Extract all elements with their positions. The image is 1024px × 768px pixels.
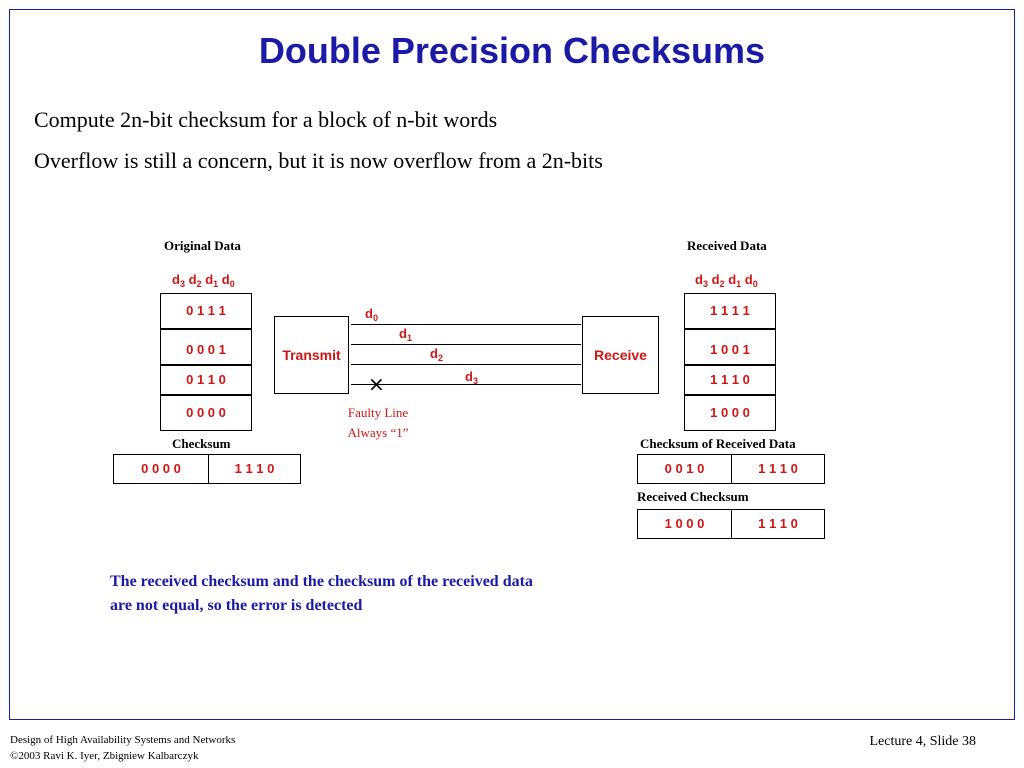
original-word-3: 0 1 1 0 (160, 365, 252, 395)
receive-box: Receive (582, 316, 659, 394)
line-label-d2: $d_2$ (430, 346, 443, 363)
received-bit-labels: $d_3$ $d_2$ $d_1$ $d_0$ (695, 272, 758, 289)
line-d2 (351, 364, 581, 365)
faulty-note-line-1: Faulty Line (347, 405, 409, 420)
footer-course-info (10, 732, 235, 764)
footer-course: Design of High Availability Systems and Networks (10, 734, 236, 746)
footer-copyright: ©2003 Ravi K. Iyer, Zbigniew Kalbarczyk (10, 750, 199, 762)
fault-x-icon: × (368, 372, 385, 396)
transmit-box: Transmit (274, 316, 349, 394)
original-word-1: 0 1 1 1 (160, 293, 252, 329)
received-checksum-high: 1 0 0 0 (637, 509, 732, 539)
faulty-note-line-2: Always “1” (347, 425, 409, 440)
slide-title: Double Precision Checksums (258, 30, 766, 71)
bullet-1: Compute 2n-bit checksum for a block of n-bit words (34, 107, 498, 132)
line-d1 (351, 344, 581, 345)
checksum-label: Checksum (172, 436, 231, 451)
received-data-title: Received Data (687, 238, 767, 253)
checksum-of-received-high: 0 0 1 0 (637, 454, 732, 484)
original-word-4: 0 0 0 0 (160, 395, 252, 431)
conclusion-line-1: The received checksum and the checksum of the received data (110, 573, 533, 590)
line-label-d0: $d_0$ (365, 306, 378, 323)
faulty-line-note (336, 403, 420, 443)
received-checksum-label: Received Checksum (637, 489, 749, 504)
received-word-2: 1 0 0 1 (684, 329, 776, 365)
received-checksum-low: 1 1 1 0 (731, 509, 825, 539)
line-d0 (351, 324, 581, 325)
original-bit-labels: $d_3$ $d_2$ $d_1$ $d_0$ (172, 272, 235, 289)
line-label-d1: $d_1$ (399, 326, 412, 343)
bullet-2: Overflow is still a concern, but it is now overflow from a 2n-bits (34, 148, 603, 173)
received-word-3: 1 1 1 0 (684, 365, 776, 395)
received-word-1: 1 1 1 1 (684, 293, 776, 329)
line-label-d3: $d_3$ (465, 369, 478, 386)
original-word-2: 0 0 0 1 (160, 329, 252, 365)
footer-slide-ref: Lecture 4, Slide 38 (869, 734, 976, 749)
original-data-title: Original Data (164, 238, 241, 253)
checksum-low: 1 1 1 0 (208, 454, 301, 484)
conclusion-text (110, 570, 533, 618)
checksum-high: 0 0 0 0 (113, 454, 209, 484)
received-word-4: 1 0 0 0 (684, 395, 776, 431)
checksum-of-received-low: 1 1 1 0 (731, 454, 825, 484)
checksum-of-received-label: Checksum of Received Data (640, 436, 796, 451)
conclusion-line-2: are not equal, so the error is detected (110, 597, 363, 614)
